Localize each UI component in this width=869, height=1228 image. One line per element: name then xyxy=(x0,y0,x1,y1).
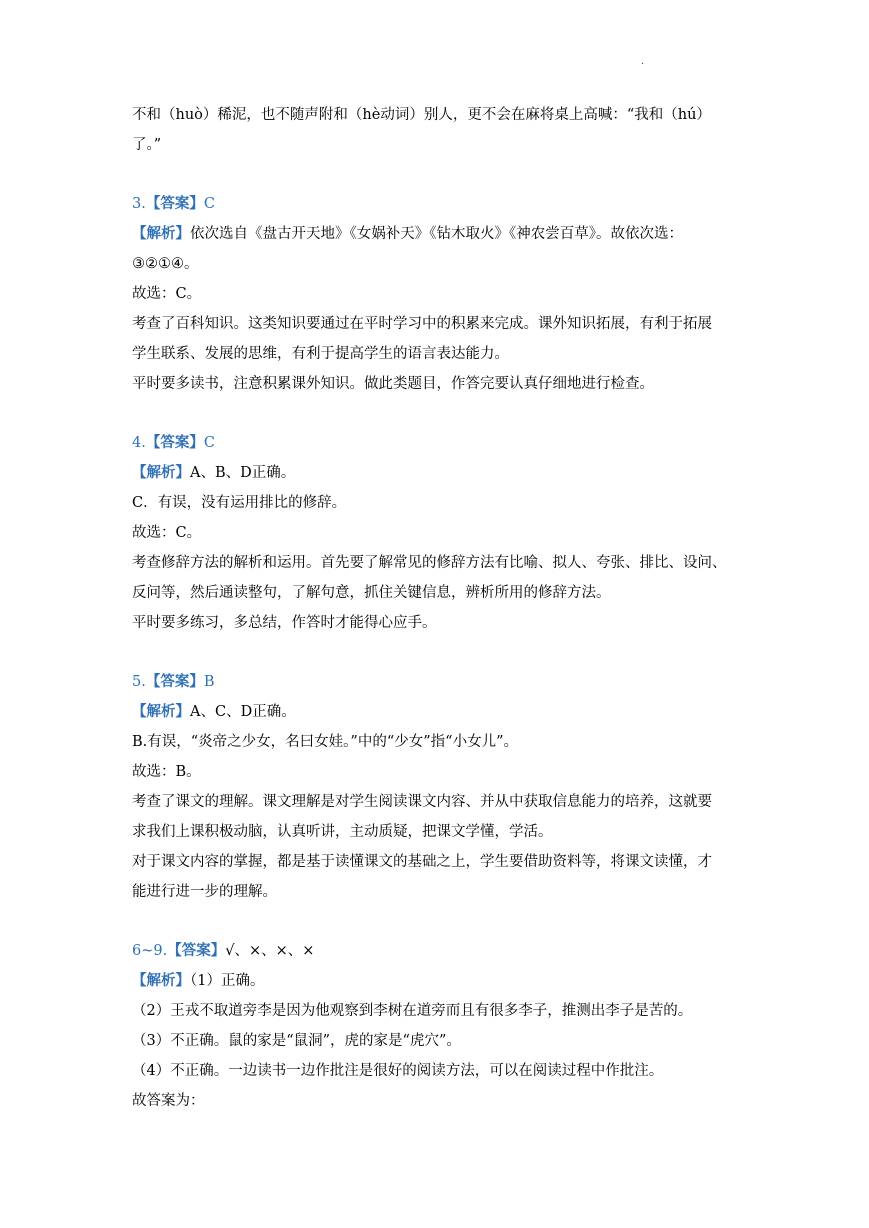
q3-analysis-line-4: 考查了百科知识。这类知识要通过在平时学习中的积累来完成。课外知识拓展，有利于拓展 xyxy=(132,316,712,332)
q4-analysis-line-6: 平时要多练习，多总结，作答时才能得心应手。 xyxy=(132,615,437,631)
q5-analysis-line-6: 对于课文内容的掌握，都是基于读懂课文的基础之上，学生要借助资料等，将课文读懂，才 xyxy=(132,854,712,870)
q6-number: 6~9. xyxy=(132,943,168,959)
q6-analysis-line-4: （4）不正确。一边读书一边作批注是很好的阅读方法，可以在阅读过程中作批注。 xyxy=(132,1063,664,1079)
q5-answer-line xyxy=(132,667,744,697)
q3-analysis-text: 依次选自《盘古开天地》《女娲补天》《钻木取火》《神农尝百草》。故依次选： xyxy=(190,226,683,242)
q5-number: 5. xyxy=(132,674,146,690)
q5-analysis-line-2: B.有误，“炎帝之少女，名曰女娃。”中的“少女”指“小女儿”。 xyxy=(132,734,518,750)
answer-content xyxy=(132,100,744,1116)
q4-number: 4. xyxy=(132,435,146,451)
q4-analysis-text: A、B、D正确。 xyxy=(190,465,296,481)
q6-answer-line xyxy=(132,936,744,966)
q4-analysis-line-1 xyxy=(132,458,744,488)
q6-answer-tag: 【答案】 xyxy=(167,942,226,959)
q5-analysis-line-3: 故选：B。 xyxy=(132,764,201,780)
q3-answer-tag: 【答案】 xyxy=(145,195,204,212)
q3-analysis-line-5: 学生联系、发展的思维，有利于提高学生的语言表达能力。 xyxy=(132,346,509,362)
section-gap xyxy=(132,160,744,189)
section-gap xyxy=(132,907,744,936)
q3-analysis-line-6: 平时要多读书，注意积累课外知识。做此类题目，作答完要认真仔细地进行检查。 xyxy=(132,376,654,392)
intro-line-2: 了。” xyxy=(132,137,162,153)
q3-answer-line xyxy=(132,189,744,219)
q6-analysis-text: （1）正确。 xyxy=(190,973,265,989)
q4-answer-tag: 【答案】 xyxy=(145,434,204,451)
intro-line-1: 不和（huò）稀泥，也不随声附和（hè动词）别人，更不会在麻将桌上高喊：“我和（hú） xyxy=(132,107,711,123)
q3-analysis-line-2: ③②①④。 xyxy=(132,256,199,272)
q3-analysis-line-3: 故选：C。 xyxy=(132,286,202,302)
header-dot: . xyxy=(641,56,645,67)
q6-analysis-tag: 【解析】 xyxy=(132,972,190,989)
q6-analysis-line-1 xyxy=(132,966,744,996)
q4-answer-value: C xyxy=(203,435,215,451)
q5-analysis-line-5: 求我们上课积极动脑，认真听讲，主动质疑，把课文学懂，学活。 xyxy=(132,824,553,840)
q5-analysis-line-7: 能进行进一步的理解。 xyxy=(132,884,277,900)
section-gap xyxy=(132,399,744,428)
q5-analysis-line-4: 考查了课文的理解。课文理解是对学生阅读课文内容、并从中获取信息能力的培养，这就要 xyxy=(132,794,712,810)
q4-analysis-line-3: 故选：C。 xyxy=(132,525,202,541)
q3-analysis-tag: 【解析】 xyxy=(132,225,190,242)
q4-answer-line xyxy=(132,428,744,458)
q6-analysis-line-3: （3）不正确。鼠的家是“鼠洞”，虎的家是“虎穴”。 xyxy=(132,1033,461,1049)
q6-analysis-line-2: （2）王戎不取道旁李是因为他观察到李树在道旁而且有很多李子，推测出李子是苦的。 xyxy=(132,1003,693,1019)
q5-analysis-line-1 xyxy=(132,697,744,727)
q5-answer-value: B xyxy=(203,674,215,690)
q4-analysis-line-4: 考查修辞方法的解析和运用。首先要了解常见的修辞方法有比喻、拟人、夸张、排比、设问、 xyxy=(132,555,727,571)
q6-answer-value: √、×、×、× xyxy=(225,943,315,959)
q4-analysis-line-2: C．有误，没有运用排比的修辞。 xyxy=(132,495,347,511)
q4-analysis-tag: 【解析】 xyxy=(132,464,190,481)
q3-analysis-line-1 xyxy=(132,219,744,249)
q6-analysis-line-5: 故答案为： xyxy=(132,1093,205,1109)
q3-answer-value: C xyxy=(203,196,215,212)
q5-answer-tag: 【答案】 xyxy=(145,673,204,690)
q5-analysis-tag: 【解析】 xyxy=(132,703,190,720)
q5-analysis-text: A、C、D正确。 xyxy=(190,704,296,720)
q4-analysis-line-5: 反问等，然后通读整句，了解句意，抓住关键信息，辨析所用的修辞方法。 xyxy=(132,585,611,601)
section-gap xyxy=(132,638,744,667)
q3-number: 3. xyxy=(132,196,146,212)
